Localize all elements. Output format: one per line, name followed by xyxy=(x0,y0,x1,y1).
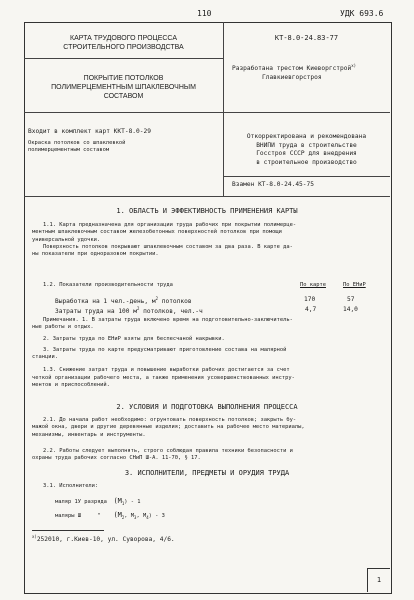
worker-code-sub: 3 xyxy=(134,515,137,521)
text-line: механизмы, инвентарь и инструменты. xyxy=(32,431,146,438)
output-plan-value: 170 xyxy=(304,296,316,303)
footnote-mark: x) xyxy=(32,534,37,539)
developer-footnote-mark: x) xyxy=(351,63,357,68)
productivity-heading: 1.2. Показатели производительности труда xyxy=(43,282,173,288)
note-line: станции. xyxy=(32,354,58,361)
page-number: 110 xyxy=(197,9,212,18)
includes-sub: Окраска потолков со шпаклевкой xyxy=(28,139,126,146)
card-type xyxy=(24,34,223,52)
worker-code: (М xyxy=(113,511,122,519)
note-line: ные работы и отдых. xyxy=(32,324,94,331)
section2-heading: 2. УСЛОВИЯ И ПОДГОТОВКА ВЫПОЛНЕНИЯ ПРОЦЕССА xyxy=(116,403,298,411)
labor-plan-value: 4,7 xyxy=(305,306,317,313)
header-divider xyxy=(24,112,223,113)
worker-code-tail: ) - 3 xyxy=(148,513,165,519)
text-line: мажой окна, двери и другие деревянные изделия; доставить на рабочее место материалы, xyxy=(32,424,305,431)
section1-heading: 1. ОБЛАСТЬ И ЭФФЕКТИВНОСТЬ ПРИМЕНЕНИЯ КАРТЫ xyxy=(116,207,298,215)
text-line: 1.3. Снижение затрат труда и повышение выработки рабочих достигается за счет xyxy=(43,367,290,374)
text-line: ментным шпаклевочным составом железобетонных поверхностей потолков при помощи xyxy=(32,229,282,236)
corrected-line: в строительное производство xyxy=(256,158,357,166)
sup-2: 2 xyxy=(155,296,159,301)
worker-code: (М xyxy=(113,497,122,505)
card-code: КТ-8.0-24.83-77 xyxy=(274,34,339,42)
udk-code: УДК 693.6 xyxy=(340,9,384,18)
indicator-label: Выработка на 1 чел.-день, м xyxy=(55,298,156,306)
text-line: ны показатели при одноразовом покрытии. xyxy=(32,251,159,258)
includes-line: Входит в комплект карт ККТ-8.0-29 xyxy=(28,128,151,135)
note-line: 2. Затраты труда по ЕНиР взяты для беспесчаной накрывки. xyxy=(43,335,225,342)
performers-label: 3.1. Исполнители: xyxy=(43,483,99,489)
sheet-number: 1 xyxy=(367,568,390,592)
text-line: Поверхность потолков покрывают шпаклевочным составом за два раза. В карте да- xyxy=(43,243,293,250)
worker-ditto-mark: " xyxy=(97,513,101,519)
card-type-line: КАРТА ТРУДОВОГО ПРОЦЕССА xyxy=(70,35,177,42)
footnote-text: 252010, г.Киев-10, ул. Суворова, 4/6. xyxy=(36,536,175,544)
text-line: ментов и приспособлений. xyxy=(32,382,110,389)
indicator-row-labor xyxy=(55,306,203,317)
header-divider xyxy=(223,112,390,113)
section2-body xyxy=(32,417,384,462)
sup-2: 2 xyxy=(136,306,140,311)
includes-sub: полимерцементным составом xyxy=(28,146,110,153)
labor-enir-value: 14,0 xyxy=(343,306,358,313)
text-line: охраны труда рабочих согласно СНиП Ш-А. 11-70, § 17. xyxy=(32,455,201,462)
header-divider xyxy=(24,196,390,197)
worker-code-tail: ) - 1 xyxy=(124,499,141,505)
developer-block xyxy=(232,63,388,82)
replaces-line: Взамен КТ-8.0-24.45-75 xyxy=(232,181,314,188)
notes-block xyxy=(32,317,384,389)
col-plan-header: По карте xyxy=(300,282,326,288)
corrected-line: ВНИПИ труда в строительстве xyxy=(256,141,357,149)
text-line: четкой организации рабочего места, а также применения усовершенствованных инстру- xyxy=(32,374,295,381)
card-type-line: СТРОИТЕЛЬНОГО ПРОИЗВОДСТВА xyxy=(63,44,184,52)
worker-code-mid: , М xyxy=(136,513,147,519)
worker-row-1 xyxy=(55,497,141,506)
footnote-rule xyxy=(32,530,104,531)
worker-code-mid: , М xyxy=(124,513,135,519)
header-divider xyxy=(223,176,390,177)
note-line: 3. Затраты труда по карте предусматривают приготовление состава на малярной xyxy=(43,346,287,353)
card-title-line: ПОЛИМЕРЦЕМЕНТНЫМ ШПАКЛЕВОЧНЫМ xyxy=(51,84,196,92)
corrected-block xyxy=(223,133,390,167)
indicator-label: Затраты труда на 100 м xyxy=(55,308,137,316)
text-line: универсальной удочки. xyxy=(32,236,101,243)
text-line: 2.1. До начала работ необходимо: огрунтовать поверхность потолков; закрыть бу- xyxy=(43,417,297,423)
header-divider xyxy=(24,58,223,59)
footnote xyxy=(32,534,175,545)
card-title-line: ПОКРЫТИЕ ПОТОЛКОВ xyxy=(83,75,164,82)
worker-code-sub: 1 xyxy=(121,501,125,507)
worker-row-2 xyxy=(55,511,165,520)
indicator-label-tail: потолков xyxy=(161,298,192,306)
corrected-line: Госстроя СССР для внедрения xyxy=(256,150,357,158)
worker-code-sub: 4 xyxy=(146,515,149,521)
includes-block xyxy=(28,128,220,154)
worker-label: маляр 1У разряда xyxy=(55,499,107,505)
text-line: 1.1. Карта предназначена для организации труда рабочих при покрытии полимерце- xyxy=(43,222,297,228)
developer-line: Разработана трестом Киеворгстрой xyxy=(232,65,352,73)
col-enir-header: По ЕНиР xyxy=(343,282,366,288)
section1-body xyxy=(32,222,384,258)
text-line: 2.2. Работы следует выполнять, строго соблюдая правила техники безопасности и xyxy=(43,447,293,454)
worker-label: маляры Ш xyxy=(55,513,81,519)
card-title xyxy=(24,74,223,101)
card-title-line: СОСТАВОМ xyxy=(103,93,144,101)
header-divider-vertical xyxy=(223,22,224,196)
developer-line: Главкиевгорстроя xyxy=(262,73,322,81)
section3-heading: 3. ИСПОЛНИТЕЛИ, ПРЕДМЕТЫ И ОРУДИЯ ТРУДА xyxy=(124,469,290,477)
corrected-line: Откорректирована и рекомендована xyxy=(246,133,367,140)
worker-code-sub: 2 xyxy=(121,515,125,521)
indicator-label-tail: потолков, чел.-ч xyxy=(143,308,203,316)
output-enir-value: 57 xyxy=(347,296,355,303)
note-line: Примечания. 1. В затраты труда включено время на подготовительно-заключитель- xyxy=(43,317,293,323)
